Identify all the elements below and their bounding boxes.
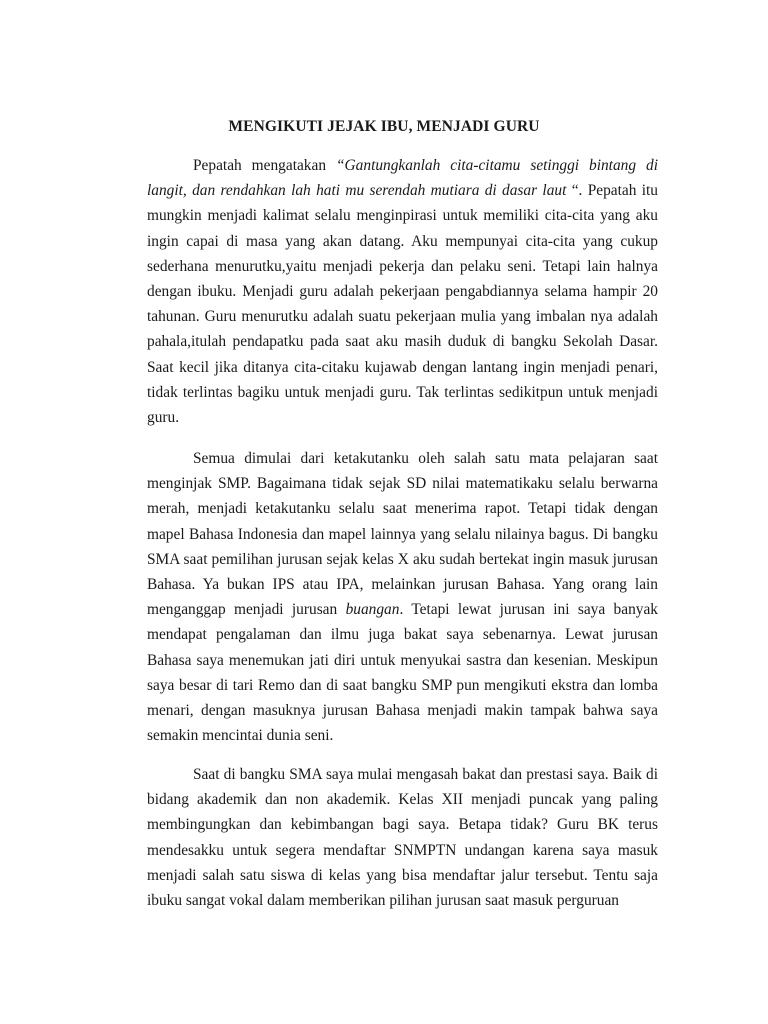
paragraph-1 — [147, 153, 658, 430]
paragraph-2-body: . Tetapi lewat jurusan ini saya banyak mendapat pengalaman dan ilmu juga bakat saya sebenarnya. Lewat jurusan Bahasa saya menemukan jati diri untuk menyukai sastra dan kesenian. Meskipun saya besar di tari Remo dan di saat bangku SMP pun mengikuti ekstra dan lomba menari, dengan masuknya jurusan Bahasa menjadi makin tampak bahwa saya semakin mencintai dunia seni. — [147, 601, 658, 745]
paragraph-2-intro: Semua dimulai dari ketakutanku oleh salah satu mata pelajaran saat menginjak SMP. Bagaimana tidak sejak SD nilai matematikaku selalu berwarna merah, menjadi ketakutanku selalu saat menerima rapot. Tetapi tidak dengan mapel Bahasa Indonesia dan mapel lainnya yang selalu nilainya bagus. Di bangku SMA saat pemilihan jurusan sejak kelas X aku sudah bertekat ingin masuk jurusan Bahasa. Ya bukan IPS atau IPA, melainkan jurusan Bahasa. Yang orang lain menganggap menjadi jurusan — [147, 450, 658, 619]
paragraph-1-body: “. Pepatah itu mungkin menjadi kalimat selalu menginpirasi untuk memiliki cita-cita yang aku ingin capai di masa yang akan datang. Aku mempunyai cita-cita yang cukup sederhana menurutku,yaitu menjadi pekerja dan pelaku seni. Tetapi lain halnya dengan ibuku. Menjadi guru adalah pekerjaan pengabdiannya selama hampir 20 tahunan. Guru menurutku adalah suatu pekerjaan mulia yang imbalan nya adalah pahala,itulah pendapatku pada saat aku masih duduk di bangku Sekolah Dasar. Saat kecil jika ditanya cita-citaku kujawab dengan lantang ingin menjadi penari, tidak terlintas bagiku untuk menjadi guru. Tak terlintas sedikitpun untuk menjadi guru. — [147, 182, 659, 427]
paragraph-1-quote: “Gantungkanlah cita-citamu setinggi bintang di langit, dan rendahkan lah hati mu serendah mutiara di dasar laut — [147, 157, 658, 200]
paragraph-2 — [147, 446, 658, 748]
paragraph-2-italic-term: buangan — [345, 601, 400, 619]
document-title: MENGIKUTI JEJAK IBU, MENJADI GURU — [228, 118, 540, 135]
paragraph-3: Saat di bangku SMA saya mulai mengasah bakat dan prestasi saya. Baik di bidang akademik dan non akademik. Kelas XII menjadi puncak yang paling membingungkan dan kebimbangan bagi saya. Betapa tidak? Guru BK terus mendesakku untuk segera mendaftar SNMPTN undangan karena saya masuk menjadi salah satu siswa di kelas yang bisa mendaftar jalur tersebut. Tentu saja ibuku sangat vokal dalam memberikan pilihan jurusan saat masuk perguruan — [147, 766, 658, 910]
paragraph-1-intro: Pepatah mengatakan — [193, 157, 336, 174]
